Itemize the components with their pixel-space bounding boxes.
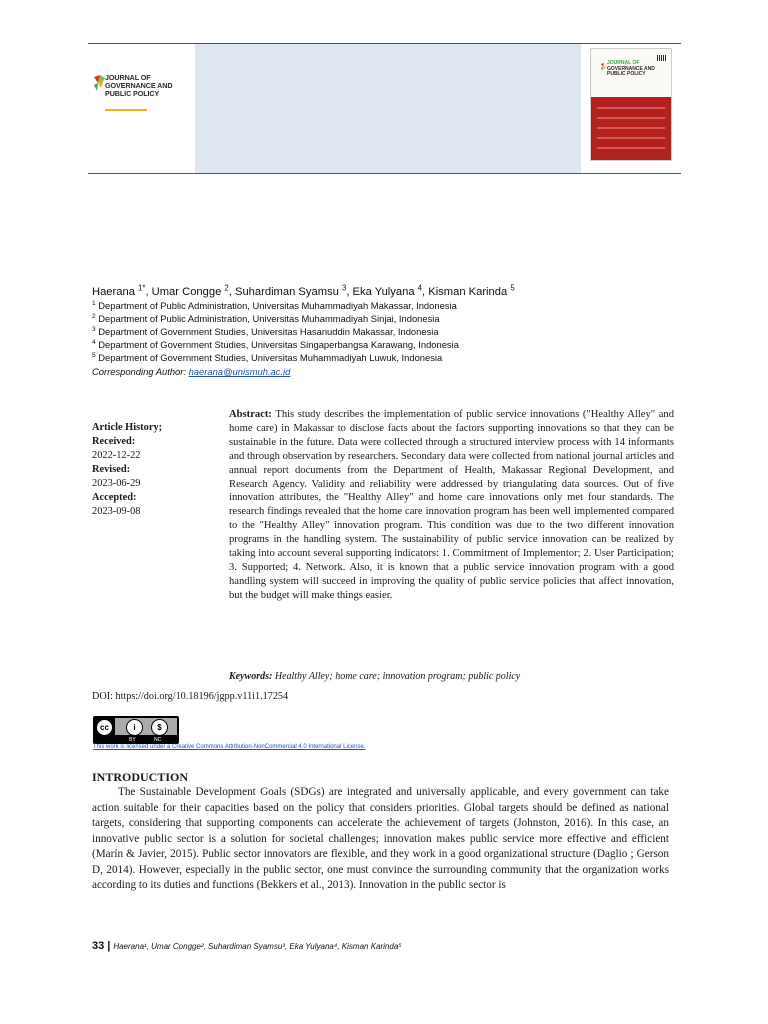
cc-license-badge[interactable] [93,716,179,744]
introduction-text: The Sustainable Development Goals (SDGs) are integrated and universally applicable, and every government can take action suitable for their capacities based on the policy that considers priorities. Global targets should be defined as national targets, considering that supporting components can accelerate the achievement of targets (Johnston, 2016). In this case, an innovative public sector is a solution for societal challenges; innovation makes public service more effective and efficient (Marín & Javier, 2015). Public sector innovators are flexible, and they work in a good organizational structure (Daglio ; Gerson D, 2014). However, especially in the public sector, one must convince the surrounding community that the organization works according to its duties and functions (Bekkers et al., 2013). Innovation in the public sector is [92,786,669,891]
footer-authors: Haerana¹, Umar Congge², Suhardiman Syamsu³, Eka Yulyana⁴, Kisman Karinda⁵ [113,942,402,951]
footer-separator: | [107,940,111,952]
corresponding-author: Corresponding Author: haerana@unismuh.ac.id [92,366,291,377]
cover-flag-icon [600,63,607,72]
keywords-text: Healthy Alley; home care; innovation program; public policy [274,671,521,682]
history-label: Article History; [92,422,163,433]
journal-title: JOURNAL OF GOVERNANCE AND PUBLIC POLICY [105,73,173,98]
affiliation-5: $^5$ Department of Government Studies, Universitas Muhammadiyah Luwuk, Indonesia [92,351,443,363]
page-footer [92,940,402,952]
nc-icon: $ [151,719,168,736]
affiliation-3: $^3$ Department of Government Studies, Universitas Hasanuddin Makassar, Indonesia [92,325,439,337]
revised-date: 2023-06-29 [92,478,141,489]
header-bottom-rule [88,173,681,174]
received-label: Received: [92,436,136,447]
keywords [229,671,520,682]
flag-icon [92,75,106,93]
license-link[interactable]: This work is licensed under a Creative Commons Attribution-NonCommercial 4.0 International License. [93,744,366,750]
keywords-label: Keywords: [229,671,273,682]
barcode-icon [657,55,667,61]
cover-red-panel [591,97,671,161]
page-number: 33 [92,940,105,952]
nc-label: NC [154,737,162,743]
journal-cover-thumbnail [590,48,672,161]
header-panel [195,44,581,173]
received-date: 2022-12-22 [92,450,141,461]
abstract-text: This study describes the implementation of public service innovations ("Healthy Alley" and home care) in Makassar to disclose facts about the factors supporting innovations so that they can be sustainable in the future. Data were collected through a structured interview process with 14 informants and through observation by researchers. Secondary data were collected from national journal articles and annual report documents from the Department of Health, Makassar Regional Development, and Research Agency. Validity and reliability were addressed by triangulating data sources. Out of five innovation attributes, the "Healthy Alley" and home care innovations only met four standards. The research findings revealed that the home care innovation program has been well implemented compared to the "Healthy Alley" innovation program. This condition was due to the two different innovation programs in the handling system. The sustainability of public service innovation can be realized by taking into account several supporting indicators: 1. Commitment of Implementor; 2. User Participation; 3. Supported; 4. Network. Also, it is known that a public service innovation program with a good handling system will succeed in improving the quality of public service policies that affect innovation, but the budget will make things easier. [229,409,674,601]
abstract-label: Abstract: [229,409,272,420]
author-list: Haerana $^{1*}$, Umar Congge $^2$, Suhardiman Syamsu $^3$, Eka Yulyana $^4$, Kisman Karinda $^5$ [92,283,515,298]
cc-icon: cc [96,719,113,736]
corresponding-email-link[interactable]: haerana@unismuh.ac.id [188,366,291,377]
by-label: BY [129,737,136,743]
accepted-label: Accepted: [92,492,137,503]
affiliation-1: $^1$ Department of Public Administration, Universitas Muhammadiyah Makassar, Indonesia [92,299,457,311]
doi[interactable]: DOI: https://doi.org/10.18196/jgpp.v11i1.17254 [92,691,289,702]
affiliation-2: $^2$ Department of Public Administration, Universitas Muhammadiyah Sinjai, Indonesia [92,312,440,324]
abstract [229,408,674,603]
accepted-date: 2023-09-08 [92,506,141,517]
by-icon: i [126,719,143,736]
affiliation-4: $^4$ Department of Government Studies, Universitas Singaperbangsa Karawang, Indonesia [92,338,459,350]
journal-tagline [105,109,147,111]
cover-title: JOURNAL OF GOVERNANCE AND PUBLIC POLICY [607,60,655,78]
revised-label: Revised: [92,464,131,475]
introduction-heading: INTRODUCTION [92,770,189,784]
journal-logo [92,73,192,123]
